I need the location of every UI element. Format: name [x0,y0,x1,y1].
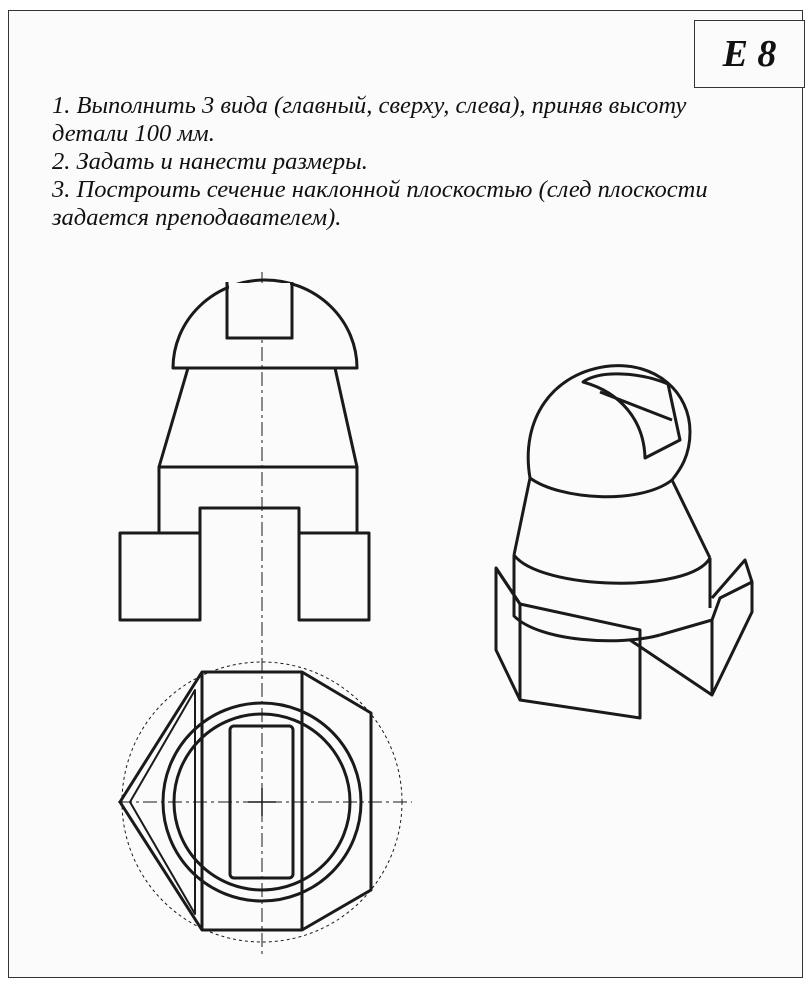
isometric-left-block-top [496,568,520,604]
task-code: E 8 [722,33,777,75]
front-view-cone [159,368,357,467]
instruction-3-line-2: задается преподавателем). [52,204,342,231]
front-view-slot-mask [229,283,290,336]
isometric-dome-base [530,478,672,497]
isometric-cone-bottom [514,555,710,583]
isometric-cone-left-edge [514,478,530,555]
isometric-left-block-front [520,604,640,718]
instruction-1-line-1: 1. Выполнить 3 вида (главный, сверху, слева), приняв высоту [52,92,687,119]
top-view-hex-outline [120,672,371,930]
isometric-cone-right-edge [672,480,710,558]
isometric-slot-bottom-edge [600,392,672,420]
instruction-1-line-2: детали 100 мм. [52,120,215,147]
instruction-2: 2. Задать и нанести размеры. [52,148,368,175]
top-view-drawing [118,658,412,955]
isometric-view-drawing [496,366,752,718]
front-view-base [120,467,369,620]
instruction-3-line-1: 3. Построить сечение наклонной плоскостью (след плоскости [52,176,708,203]
front-view-drawing [120,272,369,655]
